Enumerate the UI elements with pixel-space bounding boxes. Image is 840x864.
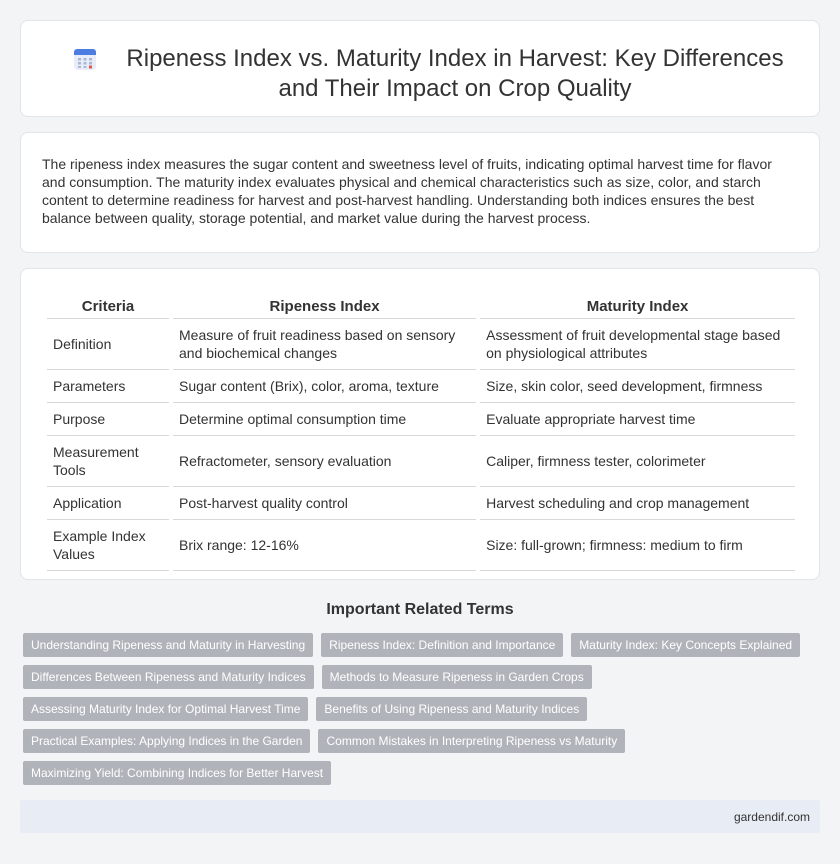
title-card xyxy=(20,20,820,117)
table-cell-criteria: Application xyxy=(47,487,169,520)
intro-paragraph: The ripeness index measures the sugar content and sweetness level of fruits, indicating optimal harvest time for flavor and consumption. The maturity index evaluates physical and chemical characteristics such as size, color, and starch content to determine readiness for harvest and post-harvest handling. Understanding both indices ensures the best balance between quality, storage potential, and market value during the harvest process. xyxy=(42,156,772,226)
table-cell-ripeness: Post-harvest quality control xyxy=(173,487,476,520)
related-term-tag[interactable]: Understanding Ripeness and Maturity in Harvesting xyxy=(23,633,313,657)
table-cell-ripeness: Sugar content (Brix), color, aroma, texture xyxy=(173,370,476,403)
related-term-tag[interactable]: Differences Between Ripeness and Maturity Indices xyxy=(23,665,314,689)
footer xyxy=(20,800,820,833)
table-row xyxy=(47,370,795,403)
intro-card xyxy=(20,132,820,253)
related-term-tag[interactable]: Methods to Measure Ripeness in Garden Crops xyxy=(322,665,592,689)
table-cell-criteria: Purpose xyxy=(47,403,169,436)
table-cell-maturity: Evaluate appropriate harvest time xyxy=(480,403,795,436)
related-term-tag[interactable]: Benefits of Using Ripeness and Maturity Indices xyxy=(316,697,587,721)
table-cell-criteria: Definition xyxy=(47,319,169,370)
comparison-table-card xyxy=(20,268,820,580)
related-terms-title: Important Related Terms xyxy=(326,601,514,618)
table-cell-maturity: Assessment of fruit developmental stage based on physiological attributes xyxy=(480,319,795,370)
comparison-table xyxy=(43,295,799,571)
table-row xyxy=(47,319,795,370)
header-ripeness-index: Ripeness Index xyxy=(173,295,476,319)
table-cell-maturity: Size: full-grown; firmness: medium to firm xyxy=(480,520,795,571)
related-term-tag[interactable]: Maximizing Yield: Combining Indices for Better Harvest xyxy=(23,761,331,785)
table-cell-maturity: Harvest scheduling and crop management xyxy=(480,487,795,520)
table-cell-criteria: Example Index Values xyxy=(47,520,169,571)
table-cell-ripeness: Refractometer, sensory evaluation xyxy=(173,436,476,487)
table-cell-criteria: Measurement Tools xyxy=(47,436,169,487)
related-terms-list xyxy=(23,633,803,785)
table-cell-criteria: Parameters xyxy=(47,370,169,403)
table-cell-ripeness: Measure of fruit readiness based on sensory and biochemical changes xyxy=(173,319,476,370)
related-term-tag[interactable]: Common Mistakes in Interpreting Ripeness vs Maturity xyxy=(318,729,625,753)
header-maturity-index: Maturity Index xyxy=(480,295,795,319)
related-term-tag[interactable]: Practical Examples: Applying Indices in the Garden xyxy=(23,729,310,753)
table-row xyxy=(47,403,795,436)
table-cell-ripeness: Determine optimal consumption time xyxy=(173,403,476,436)
table-cell-maturity: Size, skin color, seed development, firmness xyxy=(480,370,795,403)
table-header-row xyxy=(47,295,795,319)
related-term-tag[interactable]: Assessing Maturity Index for Optimal Harvest Time xyxy=(23,697,308,721)
table-row xyxy=(47,520,795,571)
calendar-icon xyxy=(73,47,97,71)
page-title: Ripeness Index vs. Maturity Index in Harvest: Key Differences and Their Impact on Crop Quality xyxy=(126,45,784,102)
related-term-tag[interactable]: Ripeness Index: Definition and Importance xyxy=(321,633,563,657)
table-row xyxy=(47,436,795,487)
related-term-tag[interactable]: Maturity Index: Key Concepts Explained xyxy=(571,633,800,657)
table-cell-maturity: Caliper, firmness tester, colorimeter xyxy=(480,436,795,487)
header-criteria: Criteria xyxy=(47,295,169,319)
table-row xyxy=(47,487,795,520)
table-cell-ripeness: Brix range: 12-16% xyxy=(173,520,476,571)
footer-site-link[interactable]: gardendif.com xyxy=(733,810,810,824)
